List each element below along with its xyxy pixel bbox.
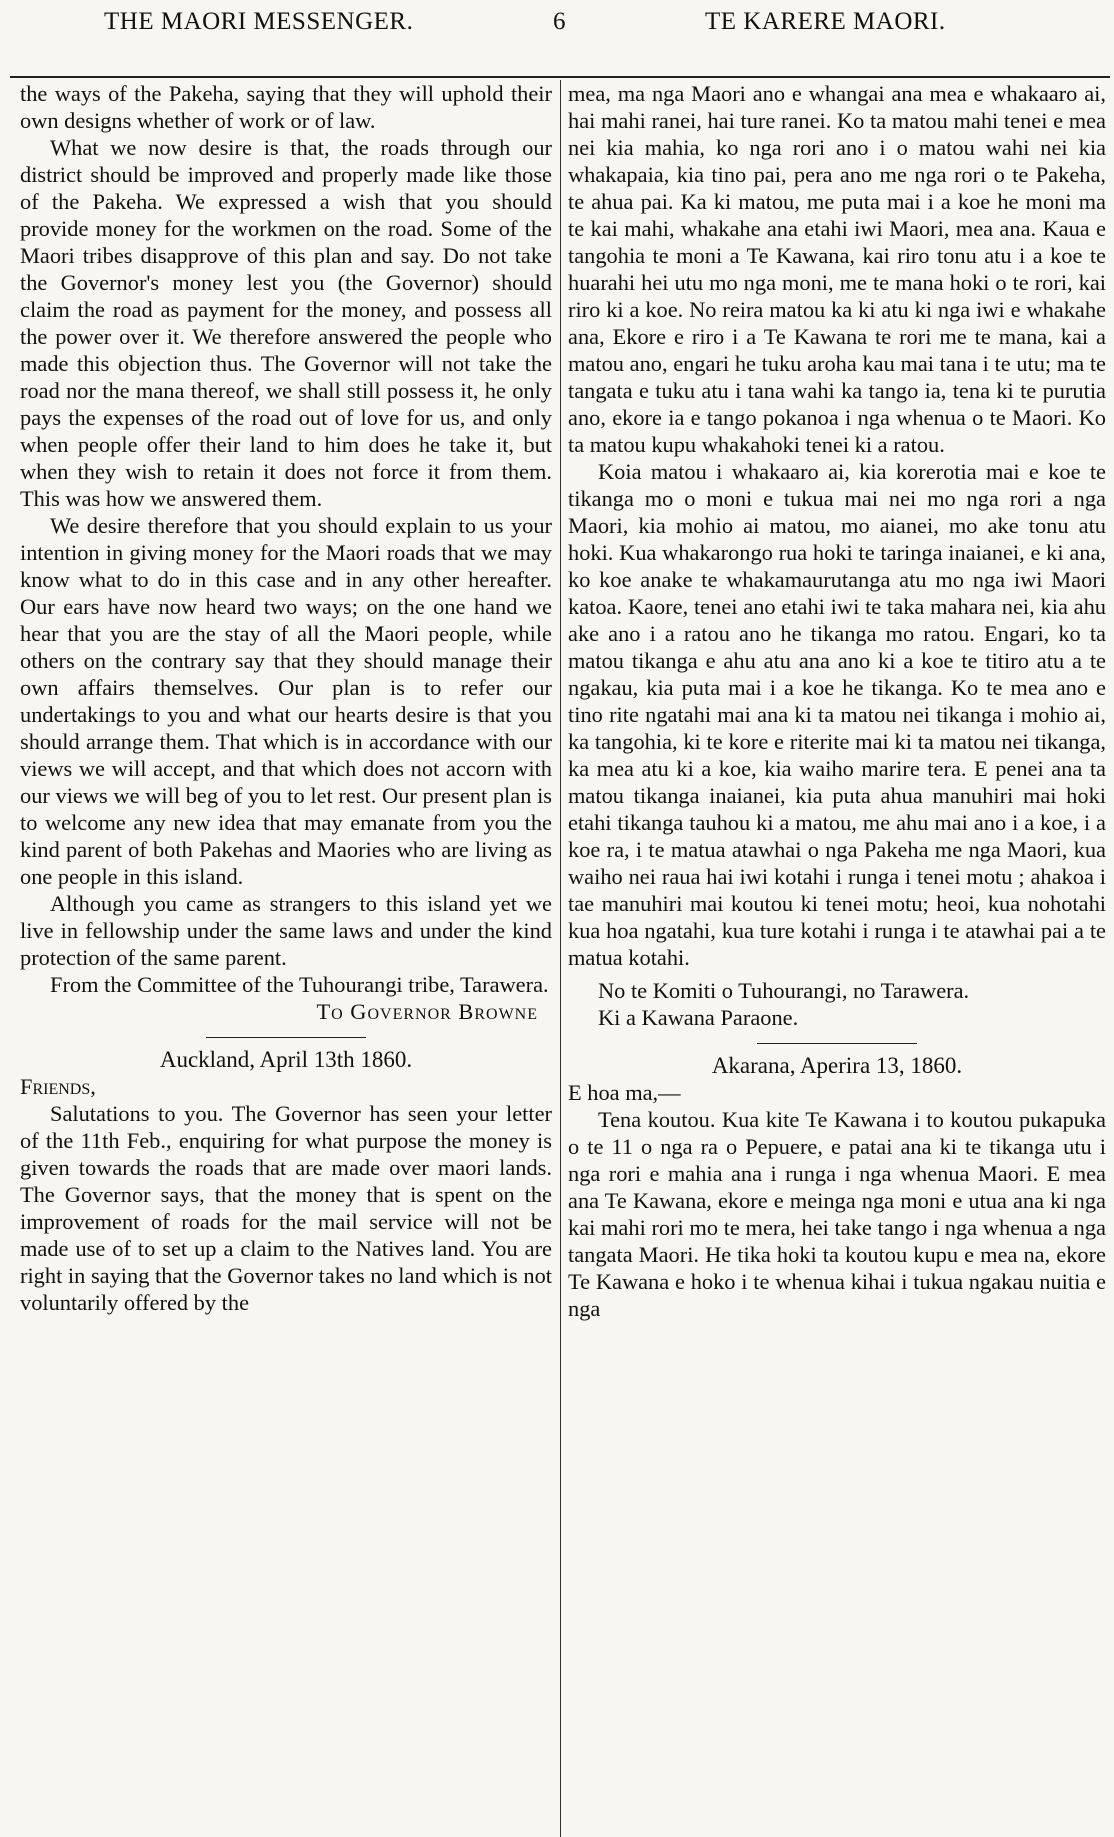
paragraph: Salutations to you. The Governor has seen your letter of the 11th Feb., enquiring for what purpose the money is given towards the roads that are made over maori lands. The Governor says, that the money that is spent on the improvement of roads for the mail service will not be made use of to set up a claim to the Natives land. You are right in saying that the Governor takes no land which is not voluntarily offered by the <box>20 1101 552 1315</box>
english-column <box>20 80 552 1316</box>
header-rule <box>10 76 1110 78</box>
addressee: To Governor Browne <box>316 999 538 1024</box>
signature-line: From the Committee of the Tuhourangi tribe, Tarawera. <box>50 972 549 997</box>
masthead-maori: TE KARERE MAORI. <box>705 8 946 35</box>
salutation: Friends, <box>20 1074 96 1099</box>
paragraph: Tena koutou. Kua kite Te Kawana i to koutou pukapuka o te 11 o nga ra o Pepuere, e patai ana ki te tikanga utu i nga rori e mahia ana i runga i nga whenua Maori. E mea ana Te Kawana, ekore e meinga nga moni e utua ana ki nga kai mahi rori mo te mera, hei take tango i nga whenua a nga tangata Maori. He tika hoki ta koutou kupu e mea na, ekore Te Kawana e hoko i te whenua kihai i tukua ngakau nuitia e nga <box>568 1107 1106 1321</box>
page-number: 6 <box>553 8 566 35</box>
addressee: Ki a Kawana Paraone. <box>598 1005 799 1030</box>
paragraph: mea, ma nga Maori ano e whangai ana mea e whakaaro ai, hai mahi ranei, hai ture ranei. Ko ta matou mahi tenei e mea nei kia mahia, ko nga rori ano i o matou wahi nei kia whakapaia, kia tino pai, pera ano me nga rori o te Pakeha, te ahua pai. Ka ki matou, me puta mai i a koe he moni ma te kai mahi, whakahe ana etahi iwi Maori, mea ana. Kaua e tangohia te moni a Te Kawana, kai riro tonu atu i a koe te huarahi hei utu mo nga moni, me te mana hoki o te rori, kai riro ki a koe. No reira matou ka ki atu ki nga iwi e whakahe ana, Ekore e riro i a Te Kawana te rori me te mana, kai a matou ano, engari he tuku aroha kau mai tana i te utu; ma te tangata e tuku atu i tana wahi ka tango ia, tena ki te purutia ano, ekore ia e tango pokanoa i nga whenua o te Maori. Ko ta matou kupu whakahoki tenei ki a ratou. <box>568 81 1106 457</box>
salutation: E hoa ma,— <box>568 1080 681 1105</box>
page-header <box>0 0 1114 44</box>
section-rule <box>757 1043 917 1044</box>
column-divider <box>560 80 561 1837</box>
paragraph: Koia matou i whakaaro ai, kia korerotia mai e koe te tikanga mo o moni e tukua mai nei mo nga rori a nga Maori, kia mohio ai matou, mo aianei, mo ake tonu atu hoki. Kua whakarongo rua hoki te taringa inaianei, e ki ana, ko koe anake te whakamaurutanga atu mo nga iwi Maori katoa. Kaore, tenei ano etahi iwi te taka mahara nei, kia ahu ake ano i a ratou ano he tikanga mo ratou. Engari, ko ta matou tikanga e ahu atu ana ano ki a koe te titiro atu a te ngakau, kia puta mai i a koe he tikanga. Ko te mea ano e tino rite ngatahi mai ana ki ta matou nei tikanga i mohio ai, ka tangohia, ki te kore e riterite mai ki ta matou nei tikanga, ka mea atu ki a koe, kia waiho marire tera. E penei ana ta matou tikanga inaianei, kia puta ahua manuhiri mai hoki etahi tikanga tauhou ki a matou, me ahu mai ano i a koe, i a koe ra, i te matua atawhai o nga Pakeha me nga Maori, kua waiho nei raua hai iwi kotahi i runga i tenei motu ; ahakoa i tae manuhiri mai koutou ki tenei motu; heoi, kua nohotahi kua hoa ngatahi, kua ture kotahi i runga i te atawhai pai a te matua kotahi. <box>568 459 1106 970</box>
paragraph: What we now desire is that, the roads through our district should be improved and properly made like those of the Pakeha. We expressed a wish that you should provide money for the workmen on the road. Some of the Maori tribes disapprove of this plan and say. Do not take the Governor's money lest you (the Governor) should claim the road as payment for the money, and possess all the power over it. We therefore answered the people who made this objection thus. The Governor will not take the road nor the mana thereof, we shall still possess it, he only pays the expenses of the road out of love for us, and only when people offer their land to him does he take it, but when they wish to retain it does not force it from them. This was how we answered them. <box>20 135 552 511</box>
signature-line: No te Komiti o Tuhourangi, no Tarawera. <box>598 978 970 1003</box>
paragraph: We desire therefore that you should explain to us your intention in giving money for the Maori roads that we may know what to do in this case and in any other hereafter. Our ears have now heard two ways; on the one hand we hear that you are the stay of all the Maori people, while others on the contrary say that they should manage their own affairs themselves. Our plan is to refer our undertakings to you and what our hearts desire is that you should arrange them. That which is in accordance with our views we will accept, and that which does not accorn with our views we will beg of you to let rest. Our present plan is to welcome any new idea that may emanate from you the kind parent of both Pakehas and Maories who are living as one people in this island. <box>20 513 552 889</box>
masthead-english: THE MAORI MESSENGER. <box>104 8 414 35</box>
paragraph: the ways of the Pakeha, saying that they will uphold their own designs whether of work or of law. <box>20 81 552 133</box>
section-rule <box>206 1037 366 1038</box>
paragraph: Although you came as strangers to this island yet we live in fellowship under the same laws and under the kind protection of the same parent. <box>20 891 552 970</box>
dateline: Auckland, April 13th 1860. <box>159 1047 413 1072</box>
maori-column <box>568 80 1106 1322</box>
dateline: Akarana, Aperira 13, 1860. <box>711 1053 963 1078</box>
